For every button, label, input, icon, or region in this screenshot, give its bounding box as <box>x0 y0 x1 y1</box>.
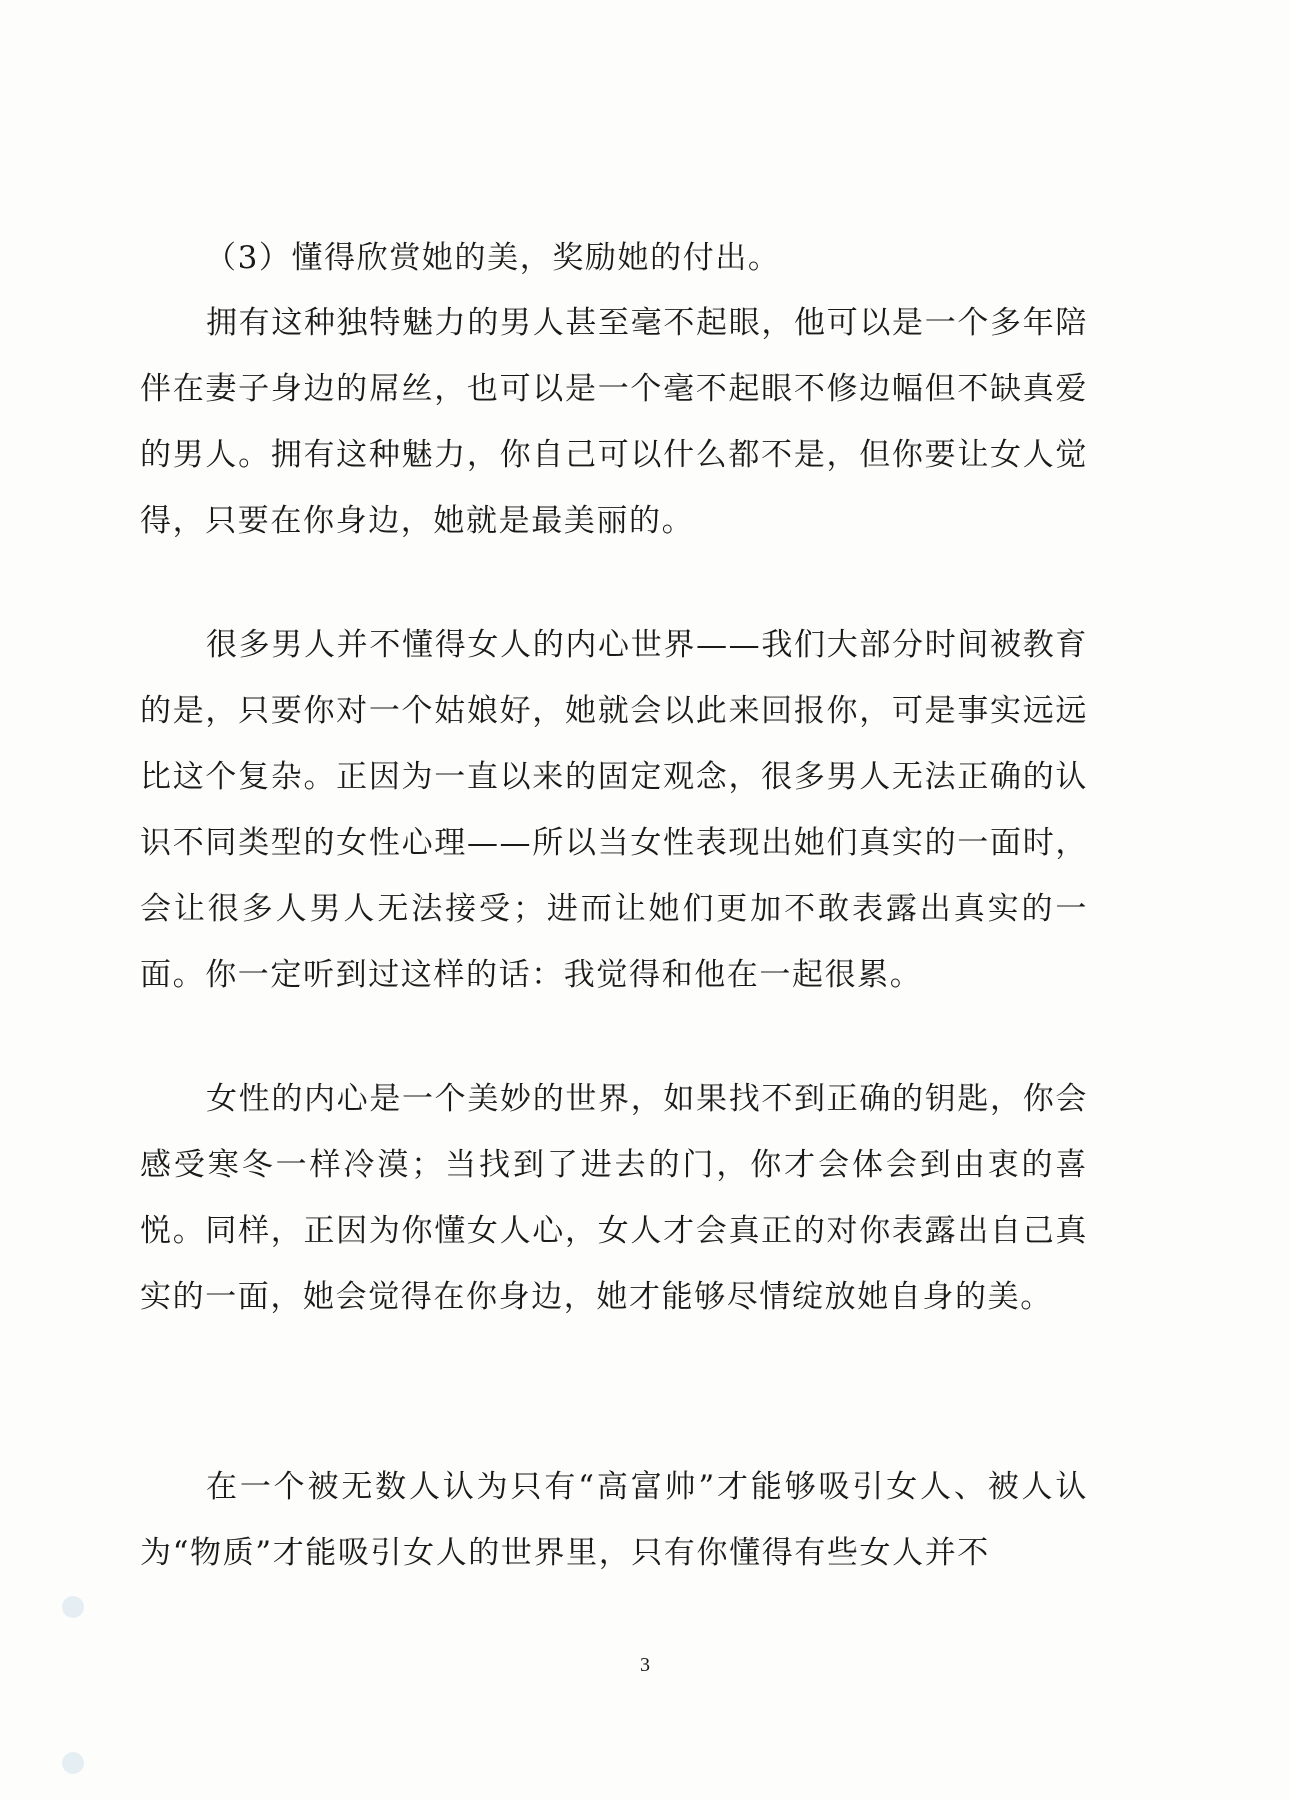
page-number: 3 <box>640 1654 650 1676</box>
paragraph-3: 女性的内心是一个美妙的世界，如果找不到正确的钥匙，你会感受寒冬一样冷漠；当找到了进去的门，你才会体会到由衷的喜悦。同样，正因为你懂女人心，女人才会真正的对你表露出自己真实的一面，她会觉得在你身边，她才能够尽情绽放她自身的美。 <box>140 1081 1088 1315</box>
section-heading: （3）懂得欣赏她的美，奖励她的付出。 <box>205 240 781 276</box>
scan-artifact <box>62 1752 84 1774</box>
paragraph-2: 很多男人并不懂得女人的内心世界——我们大部分时间被教育的是，只要你对一个姑娘好，她就会以此来回报你，可是事实远远比这个复杂。正因为一直以来的固定观念，很多男人无法正确的认识不同类型的女性心理——所以当女性表现出她们真实的一面时，会让很多人男人无法接受；进而让她们更加不敢表露出真实的一面。你一定听到过这样的话：我觉得和他在一起很累。 <box>140 627 1088 993</box>
scan-artifact <box>62 1596 84 1618</box>
paragraph-1: 拥有这种独特魅力的男人甚至毫不起眼，他可以是一个多年陪伴在妻子身边的屌丝，也可以是一个毫不起眼不修边幅但不缺真爱的男人。拥有这种魅力，你自己可以什么都不是，但你要让女人觉得，只要在你身边，她就是最美丽的。 <box>140 305 1088 539</box>
paragraph-4: 在一个被无数人认为只有“高富帅”才能够吸引女人、被人认为“物质”才能吸引女人的世界里，只有你懂得有些女人并不 <box>140 1469 1088 1571</box>
